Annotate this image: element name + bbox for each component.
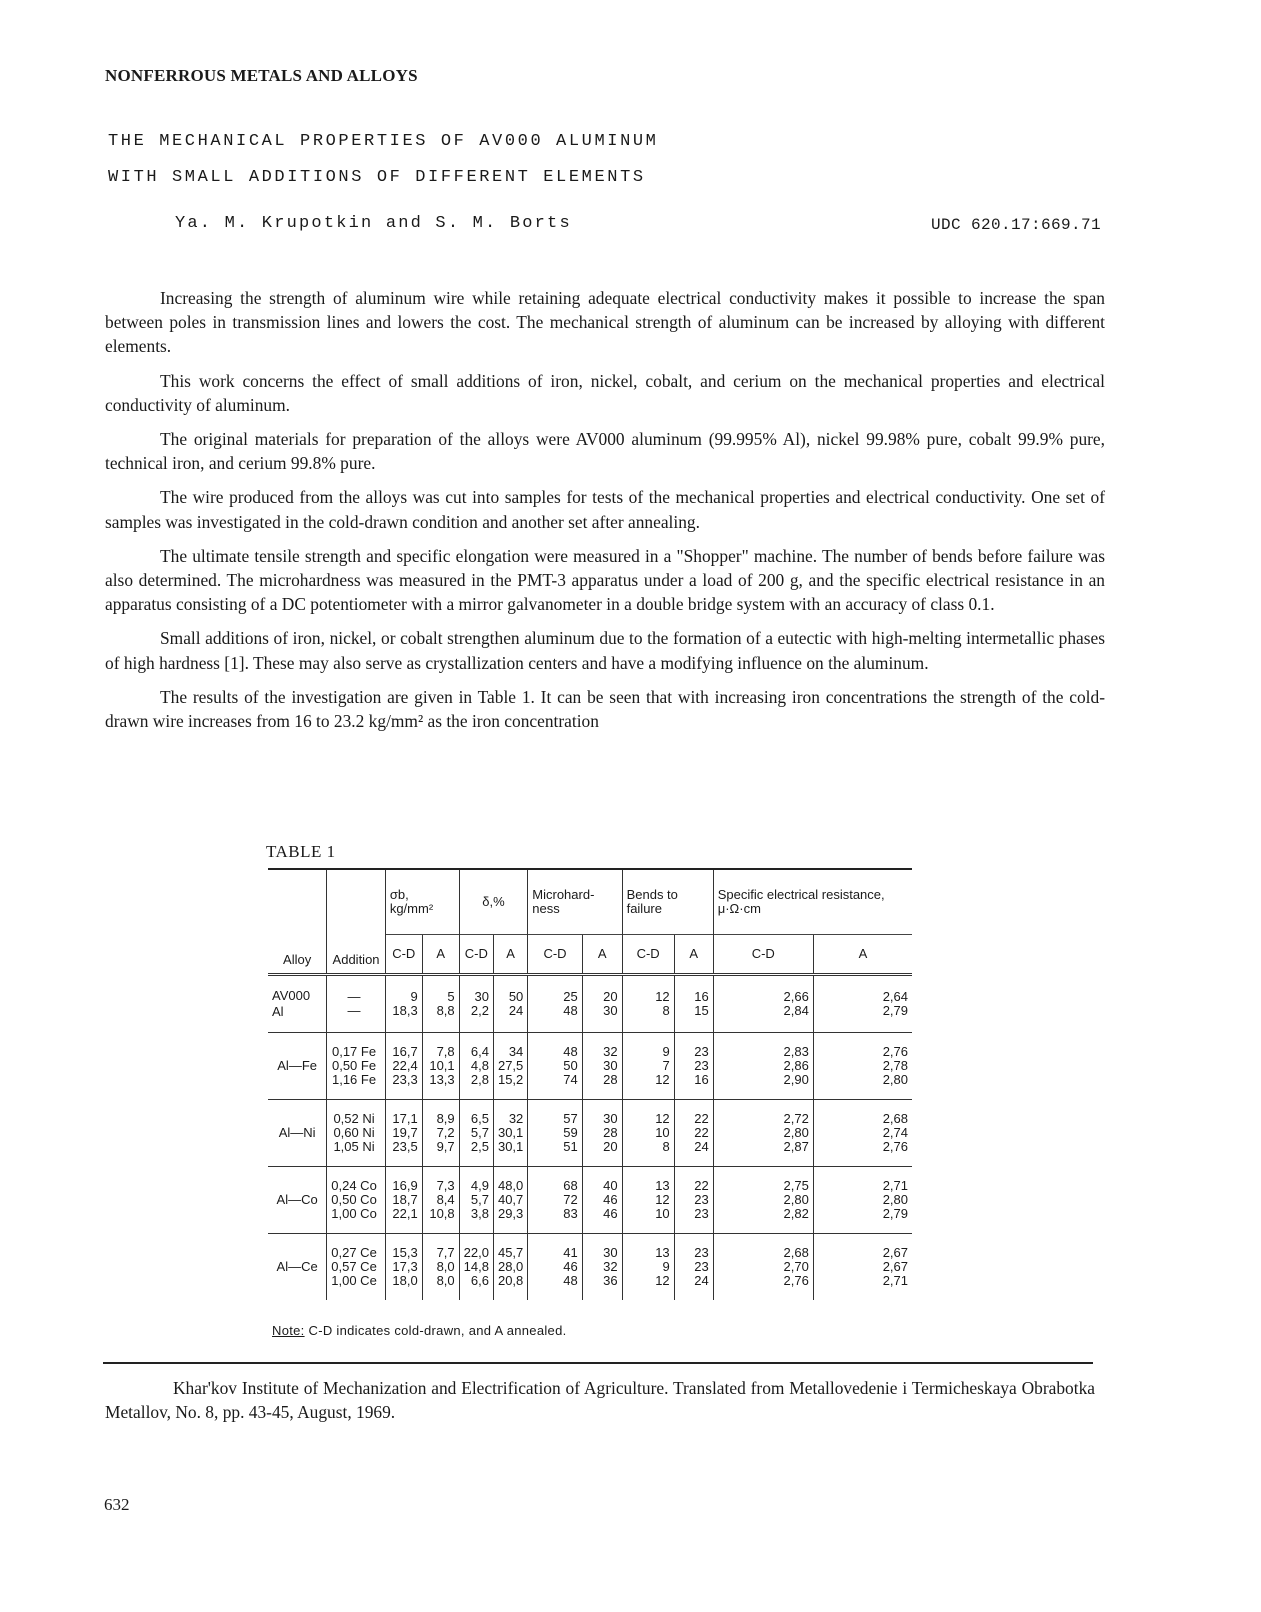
cell-value: 8,9: [436, 1111, 455, 1126]
cell-value: 48: [563, 1003, 578, 1018]
sub-a: A: [813, 935, 912, 975]
sub-cd: C-D: [713, 935, 813, 975]
cell-value: 2,76: [783, 1273, 809, 1288]
cell-value: 12: [655, 1192, 670, 1207]
cell-value: 8,0: [436, 1259, 455, 1274]
cell-value: 9,7: [436, 1139, 455, 1154]
header-resistance: Specific electrical resistance, μ·Ω·cm: [713, 869, 912, 935]
header-microhardness: Microhard-ness: [528, 869, 622, 935]
sub-a: A: [582, 935, 622, 975]
value-cell-res-cd: [713, 1033, 813, 1100]
cell-value: 14,8: [463, 1259, 489, 1274]
cell-value: 51: [563, 1139, 578, 1154]
cell-value: 2,82: [783, 1206, 809, 1221]
cell-value: 7,2: [436, 1125, 455, 1140]
addition-value: 1,16 Fe: [331, 1072, 377, 1087]
cell-value: 10: [655, 1125, 670, 1140]
cell-value: 36: [603, 1273, 618, 1288]
cell-value: 2,80: [882, 1072, 908, 1087]
value-cell-res-cd: [713, 1100, 813, 1167]
value-cell-micro-a: [582, 1167, 622, 1234]
cell-value: 59: [563, 1125, 578, 1140]
paragraph: Increasing the strength of aluminum wire while retaining adequate electrical conductivity makes it possible to increase the span between poles in transmission lines and lowers the cost. The mechanical strength of aluminum can be increased by alloying with different elements.: [105, 288, 1105, 357]
value-cell-res-a: [813, 1234, 912, 1301]
cell-value: 13: [655, 1178, 670, 1193]
value-cell-bends-a: [674, 1167, 713, 1234]
section-title: NONFERROUS METALS AND ALLOYS: [105, 66, 418, 85]
cell-value: 68: [563, 1178, 578, 1193]
value-cell-bends-cd: [622, 1100, 674, 1167]
cell-value: 9: [662, 1259, 670, 1274]
value-cell-bends-a: [674, 975, 713, 1033]
cell-value: 48,0: [497, 1178, 524, 1193]
cell-value: 57: [563, 1111, 578, 1126]
cell-value: 13: [655, 1245, 670, 1260]
addition-value: 0,52 Ni: [333, 1111, 375, 1126]
udc-code: UDC 620.17:669.71: [930, 216, 1101, 234]
cell-value: 10: [655, 1206, 670, 1221]
cell-value: 30: [603, 1003, 618, 1018]
value-cell-micro-a: [582, 975, 622, 1033]
value-cell-sigma-a: [422, 1100, 459, 1167]
sub-cd: C-D: [528, 935, 582, 975]
cell-value: 4,8: [470, 1058, 489, 1073]
table-row: [268, 1234, 912, 1301]
cell-value: 19,7: [392, 1125, 418, 1140]
cell-value: 6,4: [470, 1044, 489, 1059]
cell-value: 24: [508, 1003, 524, 1018]
cell-value: 16,9: [392, 1178, 418, 1193]
cell-value: 28: [603, 1125, 618, 1140]
value-cell-delta-cd: [459, 1033, 493, 1100]
cell-value: 30: [474, 989, 489, 1004]
cell-value: 48: [563, 1044, 578, 1059]
value-cell-sigma-a: [422, 975, 459, 1033]
cell-value: 22: [694, 1125, 709, 1140]
cell-value: 2,66: [783, 989, 809, 1004]
cell-value: 32: [508, 1111, 524, 1126]
cell-value: 25: [563, 989, 578, 1004]
value-cell-res-a: [813, 1033, 912, 1100]
cell-value: 32: [603, 1259, 618, 1274]
cell-value: 45,7: [497, 1245, 524, 1260]
cell-value: 46: [603, 1192, 618, 1207]
cell-value: 2,8: [470, 1072, 489, 1087]
cell-value: 2,80: [783, 1125, 809, 1140]
cell-value: 20: [603, 1139, 618, 1154]
body-text: [105, 286, 1105, 743]
cell-value: 22: [694, 1111, 709, 1126]
cell-value: 50: [508, 989, 524, 1004]
cell-value: 17,1: [392, 1111, 418, 1126]
value-cell-delta-cd: [459, 1100, 493, 1167]
cell-value: 2,84: [783, 1003, 809, 1018]
cell-value: 29,3: [497, 1206, 524, 1221]
value-cell-res-a: [813, 975, 912, 1033]
value-cell-delta-cd: [459, 1234, 493, 1301]
cell-value: 2,74: [882, 1125, 908, 1140]
cell-value: 30: [603, 1058, 618, 1073]
cell-value: 46: [563, 1259, 578, 1274]
value-cell-micro-cd: [528, 1167, 582, 1234]
alloy-cell: Al—Fe: [277, 1058, 317, 1073]
header-tensile-strength: σb, kg/mm²: [385, 869, 459, 935]
cell-value: 23: [694, 1192, 709, 1207]
cell-value: 2,67: [882, 1259, 908, 1274]
value-cell-bends-a: [674, 1100, 713, 1167]
value-cell-res-a: [813, 1100, 912, 1167]
header-addition: Addition: [327, 869, 386, 975]
value-cell-micro-cd: [528, 1033, 582, 1100]
cell-value: 18,3: [392, 1003, 418, 1018]
cell-value: 22: [694, 1178, 709, 1193]
cell-value: 6,6: [470, 1273, 489, 1288]
cell-value: 30,1: [497, 1139, 524, 1154]
authors: Ya. M. Krupotkin and S. M. Borts: [175, 214, 572, 233]
cell-value: 10,8: [429, 1206, 455, 1221]
cell-value: 2,76: [882, 1044, 908, 1059]
cell-value: 41: [563, 1245, 578, 1260]
addition-cell: [327, 1167, 386, 1234]
header-alloy: Alloy: [268, 869, 327, 975]
cell-value: 40,7: [497, 1192, 524, 1207]
addition-value: 1,00 Ce: [331, 1273, 377, 1288]
value-cell-delta-a: [493, 975, 527, 1033]
value-cell-delta-a: [493, 1100, 527, 1167]
addition-value: 1,00 Co: [331, 1206, 377, 1221]
value-cell-bends-cd: [622, 1167, 674, 1234]
alloy-cell: Al—Ce: [276, 1259, 318, 1274]
page-number: 632: [104, 1495, 130, 1514]
paragraph: The ultimate tensile strength and specific elongation were measured in a "Shopper" machine. The number of bends before failure was also determined. The microhardness was measured in the PMT-3 apparatus under a load of 200 g, and the specific electrical resistance in an apparatus consisting of a DC potentiometer with a mirror galvanometer in a double bridge system with an accuracy of class 0.1.: [105, 545, 1105, 615]
cell-value: 20,8: [497, 1273, 524, 1288]
cell-value: 18,7: [392, 1192, 418, 1207]
value-cell-delta-cd: [459, 975, 493, 1033]
cell-value: 23,5: [392, 1139, 418, 1154]
value-cell-delta-a: [493, 1167, 527, 1234]
article-title-line-2: WITH SMALL ADDITIONS OF DIFFERENT ELEMENTS: [108, 168, 646, 187]
value-cell-delta-a: [493, 1234, 527, 1301]
alloy-cell: Al—Co: [276, 1192, 318, 1207]
cell-value: 6,5: [470, 1111, 489, 1126]
table-row: [268, 975, 912, 1033]
cell-value: 30,1: [497, 1125, 524, 1140]
cell-value: 12: [655, 1273, 670, 1288]
cell-value: 7: [662, 1058, 670, 1073]
cell-value: 23: [694, 1058, 709, 1073]
cell-value: 83: [563, 1206, 578, 1221]
paragraph: This work concerns the effect of small additions of iron, nickel, cobalt, and cerium on the mechanical properties and electrical conductivity of aluminum.: [105, 370, 1105, 415]
cell-value: 23,3: [392, 1072, 418, 1087]
note-label: Note:: [272, 1323, 305, 1338]
cell-value: 2,87: [783, 1139, 809, 1154]
cell-value: 24: [694, 1139, 709, 1154]
footer-divider: [103, 1362, 1093, 1364]
value-cell-micro-cd: [528, 1100, 582, 1167]
cell-value: 8,4: [436, 1192, 455, 1207]
value-cell-micro-a: [582, 1033, 622, 1100]
table-body: [268, 975, 912, 1301]
cell-value: 24: [694, 1273, 709, 1288]
cell-value: 2,79: [882, 1003, 908, 1018]
cell-value: 48: [563, 1273, 578, 1288]
cell-value: 5,7: [470, 1192, 489, 1207]
value-cell-res-a: [813, 1167, 912, 1234]
cell-value: 10,1: [429, 1058, 455, 1073]
sub-a: A: [493, 935, 527, 975]
cell-value: 23: [694, 1259, 709, 1274]
paragraph: Small additions of iron, nickel, or cobalt strengthen aluminum due to the formation of a eutectic with high-melting intermetallic phases of high hardness [1]. These may also serve as crystallization centers and have a modifying influence on the aluminum.: [105, 628, 1105, 673]
cell-value: 2,86: [783, 1058, 809, 1073]
cell-value: 28: [603, 1072, 618, 1087]
table-row: [268, 1167, 912, 1234]
cell-value: 7,8: [436, 1044, 455, 1059]
cell-value: 2,83: [783, 1044, 809, 1059]
cell-value: 28,0: [497, 1259, 524, 1274]
cell-value: 2,68: [882, 1111, 908, 1126]
cell-value: 27,5: [497, 1058, 524, 1073]
addition-value: 0,50 Fe: [331, 1058, 377, 1073]
addition-value: 0,27 Ce: [331, 1245, 377, 1260]
cell-value: 2,78: [882, 1058, 908, 1073]
article-title-line-1: THE MECHANICAL PROPERTIES OF AV000 ALUMINUM: [108, 132, 659, 151]
addition-value: 0,60 Ni: [333, 1125, 375, 1140]
addition-cell: [327, 1234, 386, 1301]
cell-value: 2,67: [882, 1245, 908, 1260]
cell-value: 72: [563, 1192, 578, 1207]
cell-value: 18,0: [392, 1273, 418, 1288]
cell-value: 15: [694, 1003, 709, 1018]
table-note: [272, 1323, 567, 1338]
value-cell-bends-cd: [622, 1033, 674, 1100]
value-cell-micro-cd: [528, 1234, 582, 1301]
cell-value: 22,1: [392, 1206, 418, 1221]
cell-value: 9: [410, 989, 418, 1004]
value-cell-delta-a: [493, 1033, 527, 1100]
cell-value: 9: [662, 1044, 670, 1059]
cell-value: 2,5: [470, 1139, 489, 1154]
cell-value: 22,0: [463, 1245, 489, 1260]
cell-value: 2,79: [882, 1206, 908, 1221]
properties-table: [268, 868, 912, 1300]
cell-value: 5: [447, 989, 455, 1004]
cell-value: 12: [655, 1072, 670, 1087]
table-row: [268, 1033, 912, 1100]
value-cell-sigma-cd: [385, 975, 422, 1033]
cell-value: 2,71: [882, 1273, 908, 1288]
value-cell-bends-cd: [622, 975, 674, 1033]
cell-value: 15,3: [392, 1245, 418, 1260]
addition-cell: [327, 1033, 386, 1100]
paragraph: The original materials for preparation of the alloys were AV000 aluminum (99.995% Al), nickel 99.98% pure, cobalt 99.9% pure, technical iron, and cerium 99.8% pure.: [105, 429, 1105, 474]
header-elongation: δ,%: [459, 869, 528, 935]
addition-value: 0,50 Co: [331, 1192, 377, 1207]
sub-cd: C-D: [385, 935, 422, 975]
cell-value: 20: [603, 989, 618, 1004]
paragraph: The results of the investigation are given in Table 1. It can be seen that with increasing iron concentrations the strength of the cold-drawn wire increases from 16 to 23.2 kg/mm² as the iron concentration: [105, 686, 1105, 732]
value-cell-micro-a: [582, 1234, 622, 1301]
value-cell-delta-cd: [459, 1167, 493, 1234]
cell-value: 40: [603, 1178, 618, 1193]
value-cell-sigma-a: [422, 1234, 459, 1301]
cell-value: 2,75: [783, 1178, 809, 1193]
cell-value: 50: [563, 1058, 578, 1073]
cell-value: 23: [694, 1245, 709, 1260]
cell-value: 34: [508, 1044, 524, 1059]
cell-value: 2,2: [470, 1003, 489, 1018]
cell-value: 2,68: [783, 1245, 809, 1260]
cell-value: 2,72: [783, 1111, 809, 1126]
cell-value: 2,64: [882, 989, 908, 1004]
table-label: TABLE 1: [266, 842, 336, 861]
value-cell-sigma-cd: [385, 1234, 422, 1301]
cell-value: 22,4: [392, 1058, 418, 1073]
value-cell-res-cd: [713, 1167, 813, 1234]
cell-value: 2,80: [783, 1192, 809, 1207]
table-row: [268, 1100, 912, 1167]
cell-value: 2,70: [783, 1259, 809, 1274]
cell-value: 2,80: [882, 1192, 908, 1207]
cell-value: 8,8: [436, 1003, 455, 1018]
value-cell-sigma-cd: [385, 1033, 422, 1100]
value-cell-sigma-cd: [385, 1100, 422, 1167]
cell-value: 30: [603, 1245, 618, 1260]
paragraph: The wire produced from the alloys was cut into samples for tests of the mechanical properties and electrical conductivity. One set of samples was investigated in the cold-drawn condition and another set after annealing.: [105, 487, 1105, 532]
cell-value: 2,90: [783, 1072, 809, 1087]
cell-value: 3,8: [470, 1206, 489, 1221]
cell-value: 8: [662, 1003, 670, 1018]
cell-value: 12: [655, 1111, 670, 1126]
cell-value: 23: [694, 1206, 709, 1221]
cell-value: 16: [694, 1072, 709, 1087]
cell-value: 46: [603, 1206, 618, 1221]
value-cell-sigma-cd: [385, 1167, 422, 1234]
header-bends: Bends to failure: [622, 869, 713, 935]
note-text: C-D indicates cold-drawn, and A annealed.: [308, 1323, 567, 1338]
addition-value: 0,57 Ce: [331, 1259, 377, 1274]
alloy-cell: Al—Ni: [278, 1125, 316, 1140]
cell-value: 32: [603, 1044, 618, 1059]
value-cell-micro-a: [582, 1100, 622, 1167]
cell-value: 4,9: [470, 1178, 489, 1193]
cell-value: 15,2: [497, 1072, 524, 1087]
cell-value: 8,0: [436, 1273, 455, 1288]
cell-value: 17,3: [392, 1259, 418, 1274]
value-cell-res-cd: [713, 975, 813, 1033]
cell-value: 16: [694, 989, 709, 1004]
addition-cell: [327, 1100, 386, 1167]
value-cell-bends-a: [674, 1234, 713, 1301]
cell-value: 2,71: [882, 1178, 908, 1193]
footer-affiliation: Khar'kov Institute of Mechanization and Electrification of Agriculture. Translated from Metallovedenie i Termicheskaya Obrabotka Metallov, No. 8, pp. 43-45, August, 1969.: [105, 1378, 1095, 1422]
cell-value: 12: [655, 989, 670, 1004]
cell-value: 30: [603, 1111, 618, 1126]
value-cell-res-cd: [713, 1234, 813, 1301]
cell-value: 7,7: [436, 1245, 455, 1260]
addition-value: 0,24 Co: [331, 1178, 377, 1193]
addition-value: —: [347, 989, 361, 1004]
sub-cd: C-D: [459, 935, 493, 975]
alloy-cell: AV000 Al: [272, 988, 311, 1019]
cell-value: 13,3: [429, 1072, 455, 1087]
cell-value: 23: [694, 1044, 709, 1059]
value-cell-sigma-a: [422, 1033, 459, 1100]
value-cell-bends-a: [674, 1033, 713, 1100]
value-cell-bends-cd: [622, 1234, 674, 1301]
cell-value: 7,3: [436, 1178, 455, 1193]
cell-value: 8: [662, 1139, 670, 1154]
sub-a: A: [422, 935, 459, 975]
sub-a: A: [674, 935, 713, 975]
cell-value: 16,7: [392, 1044, 418, 1059]
cell-value: 74: [563, 1072, 578, 1087]
addition-value: —: [347, 1003, 361, 1018]
addition-cell: [327, 975, 386, 1033]
cell-value: 5,7: [470, 1125, 489, 1140]
sub-cd: C-D: [622, 935, 674, 975]
addition-value: 0,17 Fe: [331, 1044, 377, 1059]
cell-value: 2,76: [882, 1139, 908, 1154]
value-cell-micro-cd: [528, 975, 582, 1033]
value-cell-sigma-a: [422, 1167, 459, 1234]
addition-value: 1,05 Ni: [333, 1139, 375, 1154]
